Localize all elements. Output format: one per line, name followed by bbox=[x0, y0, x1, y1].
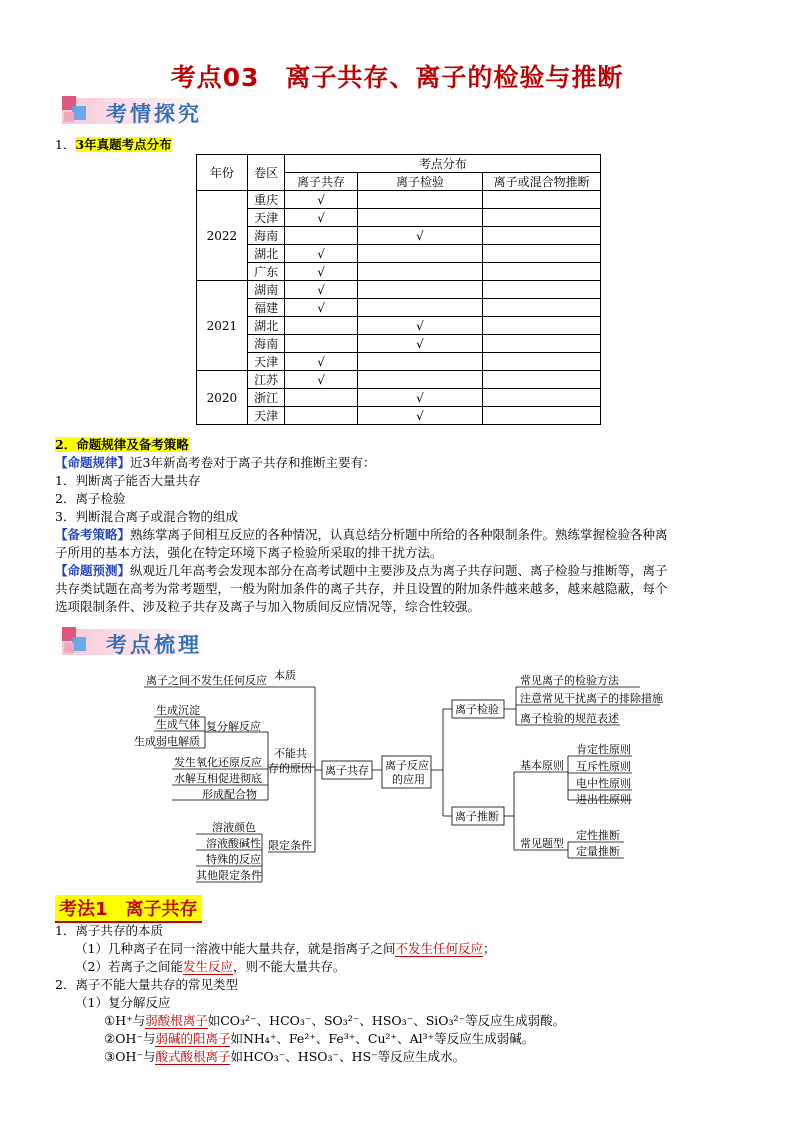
section-label: 考点梳理 bbox=[106, 633, 202, 657]
mm-color: 溶液颜色 bbox=[212, 821, 256, 834]
table-row bbox=[197, 299, 601, 317]
mm-s2: 生成气体 bbox=[156, 718, 200, 731]
check-cell bbox=[357, 299, 483, 317]
body-line bbox=[75, 958, 346, 976]
table-row bbox=[197, 245, 601, 263]
check-cell: √ bbox=[285, 353, 357, 371]
mm-s1: 生成沉淀 bbox=[156, 704, 200, 717]
keyword: 弱酸根离子 bbox=[145, 1013, 208, 1028]
mm-no-react: 离子之间不发生任何反应 bbox=[146, 674, 267, 687]
mm-basic: 基本原则 bbox=[520, 759, 564, 772]
table-row bbox=[197, 317, 601, 335]
region-cell: 天津 bbox=[247, 353, 285, 371]
table-row bbox=[197, 281, 601, 299]
text: ②OH⁻与 bbox=[104, 1031, 156, 1046]
check-cell bbox=[483, 407, 601, 425]
body-line: （1）复分解反应 bbox=[75, 995, 171, 1010]
region-cell: 海南 bbox=[247, 335, 285, 353]
check-cell bbox=[357, 209, 483, 227]
mm-hydro: 水解互相促进彻底 bbox=[174, 772, 262, 785]
predict-line bbox=[55, 562, 668, 580]
check-cell bbox=[483, 317, 601, 335]
check-cell bbox=[285, 389, 357, 407]
check-cell: √ bbox=[357, 335, 483, 353]
mm-b3: 电中性原则 bbox=[576, 777, 631, 790]
check-cell bbox=[357, 371, 483, 389]
table-row bbox=[197, 227, 601, 245]
mm-complex: 形成配合物 bbox=[202, 788, 257, 801]
check-cell bbox=[357, 191, 483, 209]
strategy-line bbox=[55, 526, 668, 544]
rule-item: 3．判断混合离子或混合物的组成 bbox=[55, 509, 238, 524]
check-cell bbox=[483, 245, 601, 263]
mm-s3: 生成弱电解质 bbox=[134, 735, 200, 748]
check-cell: √ bbox=[285, 245, 357, 263]
year-cell: 2020 bbox=[197, 371, 248, 425]
check-cell bbox=[483, 353, 601, 371]
keyword: 不发生任何反应 bbox=[395, 941, 483, 956]
text: （1）几种离子在同一溶液中能大量共存，就是指离子之间 bbox=[75, 941, 396, 956]
item-1 bbox=[55, 136, 172, 154]
check-cell bbox=[285, 407, 357, 425]
mm-gongcun: 离子共存 bbox=[325, 764, 369, 777]
section-banner-kaoqing bbox=[62, 96, 212, 126]
rule-text: 近3年新高考卷对于离子共存和推断主要有： bbox=[130, 455, 376, 470]
banner-decoration-icon bbox=[62, 627, 92, 657]
text: 如CO₃²⁻、HCO₃⁻、SO₃²⁻、HSO₃⁻、SiO₃²⁻等反应生成弱酸。 bbox=[207, 1013, 566, 1028]
mm-j3: 离子检验的规范表述 bbox=[520, 712, 619, 725]
section-banner-shuli bbox=[62, 627, 212, 657]
item-1-number: 1． bbox=[55, 137, 76, 152]
table-row bbox=[197, 191, 601, 209]
rule-item: 2．离子检验 bbox=[55, 491, 126, 506]
item-2-text: 2．命题规律及备考策略 bbox=[55, 437, 189, 452]
mm-b2: 互斥性原则 bbox=[576, 760, 631, 773]
keyword: 酸式酸根离子 bbox=[155, 1049, 231, 1064]
check-cell: √ bbox=[357, 389, 483, 407]
region-cell: 重庆 bbox=[247, 191, 285, 209]
check-cell bbox=[483, 335, 601, 353]
text: ③OH⁻与 bbox=[104, 1049, 156, 1064]
check-cell bbox=[483, 389, 601, 407]
table-row bbox=[197, 335, 601, 353]
text: ； bbox=[482, 941, 496, 956]
check-cell bbox=[357, 245, 483, 263]
header-col: 离子或混合物推断 bbox=[483, 173, 601, 191]
region-cell: 湖北 bbox=[247, 317, 285, 335]
predict-line-2: 共存类试题在高考为常考题型，一般为附加条件的离子共存，并且设置的附加条件越来越多，越来越隐蔽，每个 bbox=[55, 581, 668, 596]
mm-b1: 肯定性原则 bbox=[576, 743, 631, 756]
check-cell bbox=[483, 263, 601, 281]
check-cell bbox=[357, 281, 483, 299]
header-col: 离子共存 bbox=[285, 173, 357, 191]
table-row bbox=[197, 407, 601, 425]
mm-cannot2: 存的原因 bbox=[268, 762, 312, 775]
keyword: 发生反应 bbox=[182, 959, 233, 974]
text: 如NH₄⁺、Fe²⁺、Fe³⁺、Cu²⁺、Al³⁺等反应生成弱碱。 bbox=[230, 1031, 535, 1046]
banner-decoration-icon bbox=[62, 96, 92, 126]
year-cell: 2021 bbox=[197, 281, 248, 371]
body-line bbox=[104, 1048, 465, 1066]
strategy-line-2: 子所用的基本方法，强化在特定环境下离子检验所采取的排干扰方法。 bbox=[55, 545, 443, 560]
check-cell bbox=[483, 227, 601, 245]
mm-jianyan: 离子检验 bbox=[455, 703, 499, 716]
mm-j2: 注意常见干扰离子的排除措施 bbox=[520, 692, 663, 705]
mm-app2: 的应用 bbox=[392, 773, 425, 786]
rule-line bbox=[55, 454, 375, 472]
body-line bbox=[104, 1012, 565, 1030]
check-cell: √ bbox=[285, 191, 357, 209]
body-line: 1．离子共存的本质 bbox=[55, 923, 163, 938]
mm-ox: 发生氧化还原反应 bbox=[174, 756, 262, 769]
region-cell: 湖北 bbox=[247, 245, 285, 263]
mm-types: 常见题型 bbox=[520, 837, 564, 850]
predict-tag: 【命题预测】 bbox=[55, 563, 131, 578]
region-cell: 广东 bbox=[247, 263, 285, 281]
table-row bbox=[197, 371, 601, 389]
check-cell bbox=[285, 317, 357, 335]
mm-t2: 定量推断 bbox=[576, 845, 620, 858]
mm-acid: 溶液酸碱性 bbox=[206, 837, 261, 850]
mm-benzhi: 本质 bbox=[274, 669, 296, 682]
region-cell: 湖南 bbox=[247, 281, 285, 299]
strategy-tag: 【备考策略】 bbox=[55, 527, 131, 542]
region-cell: 天津 bbox=[247, 407, 285, 425]
table-row bbox=[197, 353, 601, 371]
text: （2）若离子之间能 bbox=[75, 959, 183, 974]
mm-special: 特殊的反应 bbox=[206, 853, 261, 866]
page-title: 考点03 离子共存、离子的检验与推断 bbox=[170, 63, 624, 92]
check-cell bbox=[483, 281, 601, 299]
check-cell bbox=[285, 227, 357, 245]
check-cell: √ bbox=[285, 371, 357, 389]
mm-j1: 常见离子的检验方法 bbox=[520, 674, 619, 687]
mm-cannot1: 不能共 bbox=[274, 747, 307, 760]
region-cell: 天津 bbox=[247, 209, 285, 227]
item-1-text: 3年真题考点分布 bbox=[75, 137, 172, 152]
mm-t1: 定性推断 bbox=[576, 829, 620, 842]
exam-distribution-table bbox=[196, 154, 601, 425]
predict-text: 纵观近几年高考会发现本部分在高考试题中主要涉及点为离子共存问题、离子检验与推断等，离子 bbox=[130, 563, 668, 578]
strategy-text: 熟练掌离子间相互反应的各种情况，认真总结分析题中所给的各种限制条件。熟练掌握检验各种离 bbox=[130, 527, 668, 542]
check-cell bbox=[483, 299, 601, 317]
check-cell: √ bbox=[357, 407, 483, 425]
header-region: 卷区 bbox=[247, 155, 285, 191]
check-cell: √ bbox=[285, 281, 357, 299]
header-col: 离子检验 bbox=[357, 173, 483, 191]
text: 如HCO₃⁻、HSO₃⁻、HS⁻等反应生成水。 bbox=[230, 1049, 466, 1064]
region-cell: 浙江 bbox=[247, 389, 285, 407]
header-distribution: 考点分布 bbox=[285, 155, 601, 173]
body-line: 2．离子不能大量共存的常见类型 bbox=[55, 977, 238, 992]
region-cell: 江苏 bbox=[247, 371, 285, 389]
table-row bbox=[197, 389, 601, 407]
item-2 bbox=[55, 436, 189, 454]
check-cell: √ bbox=[285, 209, 357, 227]
keyword: 弱碱的阳离子 bbox=[155, 1031, 231, 1046]
mm-fufen: 复分解反应 bbox=[206, 720, 261, 733]
region-cell: 福建 bbox=[247, 299, 285, 317]
mm-tuiduan: 离子推断 bbox=[455, 810, 499, 823]
check-cell: √ bbox=[357, 227, 483, 245]
check-cell: √ bbox=[285, 263, 357, 281]
table-row bbox=[197, 209, 601, 227]
check-cell bbox=[483, 209, 601, 227]
mm-limit: 限定条件 bbox=[268, 839, 312, 852]
check-cell bbox=[483, 371, 601, 389]
body-line bbox=[75, 940, 496, 958]
check-cell bbox=[483, 191, 601, 209]
header-year: 年份 bbox=[197, 155, 248, 191]
year-cell: 2022 bbox=[197, 191, 248, 281]
text: ①H⁺与 bbox=[104, 1013, 146, 1028]
check-cell bbox=[357, 353, 483, 371]
body-line bbox=[104, 1030, 534, 1048]
check-cell bbox=[357, 263, 483, 281]
check-cell: √ bbox=[285, 299, 357, 317]
mm-app1: 离子反应 bbox=[385, 759, 429, 772]
check-cell: √ bbox=[357, 317, 483, 335]
rule-item: 1．判断离子能否大量共存 bbox=[55, 473, 201, 488]
rule-tag: 【命题规律】 bbox=[55, 455, 131, 470]
mm-b4: 进出性原则 bbox=[576, 793, 631, 806]
kaofa-heading: 考法1 离子共存 bbox=[55, 895, 202, 923]
table-row bbox=[197, 263, 601, 281]
predict-line-3: 选项限制条件、涉及粒子共存及离子与加入物质间反应情况等，综合性较强。 bbox=[55, 599, 481, 614]
text: ，则不能大量共存。 bbox=[232, 959, 346, 974]
mm-other: 其他限定条件 bbox=[196, 869, 262, 882]
section-label: 考情探究 bbox=[106, 102, 202, 126]
check-cell bbox=[285, 335, 357, 353]
region-cell: 海南 bbox=[247, 227, 285, 245]
mind-map bbox=[0, 660, 794, 895]
